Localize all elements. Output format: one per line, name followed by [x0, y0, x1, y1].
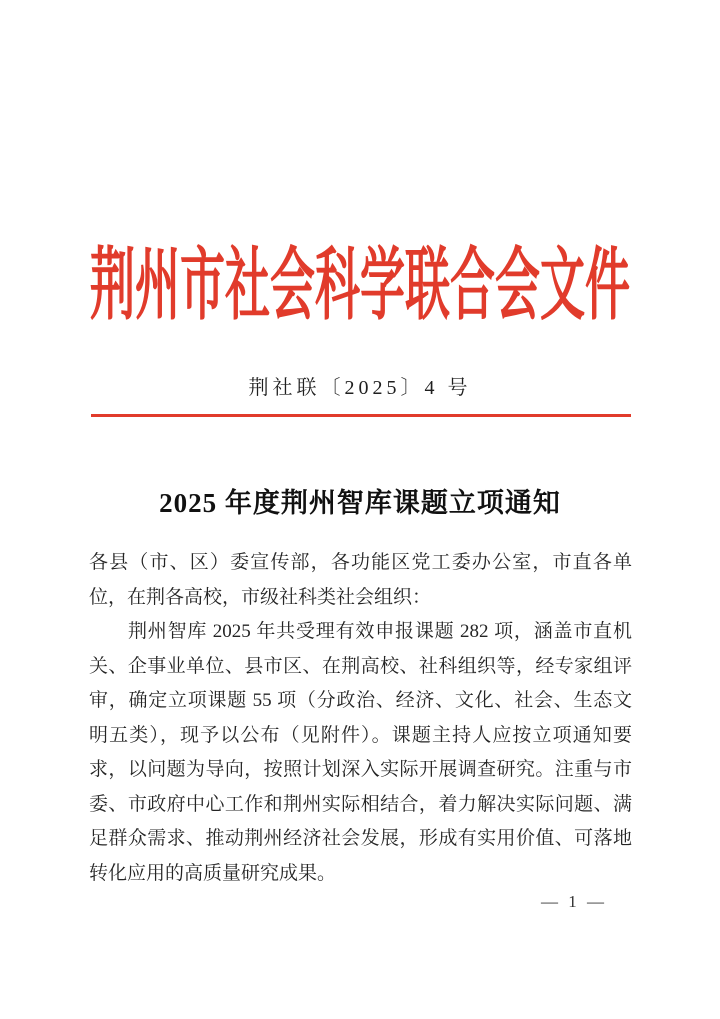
body-line: 足群众需求、推动荆州经济社会发展，形成有实用价值、可落地 [89, 828, 632, 849]
body-line: 关、企事业单位、县市区、在荆高校、社科组织等，经专家组评 [89, 655, 632, 677]
body-text [89, 546, 632, 891]
body-line: 各县（市、区）委宣传部，各功能区党工委办公室，市直各单 [89, 552, 632, 573]
body-line: 位，在荆各高校，市级社科类社会组织： [89, 586, 432, 608]
document-title: 2025 年度荆州智库课题立项通知 [159, 488, 561, 518]
page-number: — 1 — [541, 892, 607, 911]
body-line: 荆州智库 2025 年共受理有效申报课题 282 项，涵盖市直机 [128, 621, 632, 642]
red-separator-rule [91, 414, 631, 417]
body-line: 委、市政府中心工作和荆州实际相结合，着力解决实际问题、满 [89, 793, 632, 815]
letterhead [0, 221, 720, 330]
org-title: 荆州市社会科学联合会文件 [89, 242, 630, 330]
body-line: 明五类），现予以公布（见附件）。课题主持人应按立项通知要 [89, 724, 632, 746]
body-line: 审，确定立项课题 55 项（分政治、经济、文化、社会、生态文 [89, 690, 632, 711]
body-line: 转化应用的高质量研究成果。 [89, 862, 337, 884]
doc-number: 荆社联〔2025〕4 号 [248, 377, 472, 399]
body-line: 求，以问题为导向，按照计划深入实际开展调查研究。注重与市 [89, 759, 632, 780]
